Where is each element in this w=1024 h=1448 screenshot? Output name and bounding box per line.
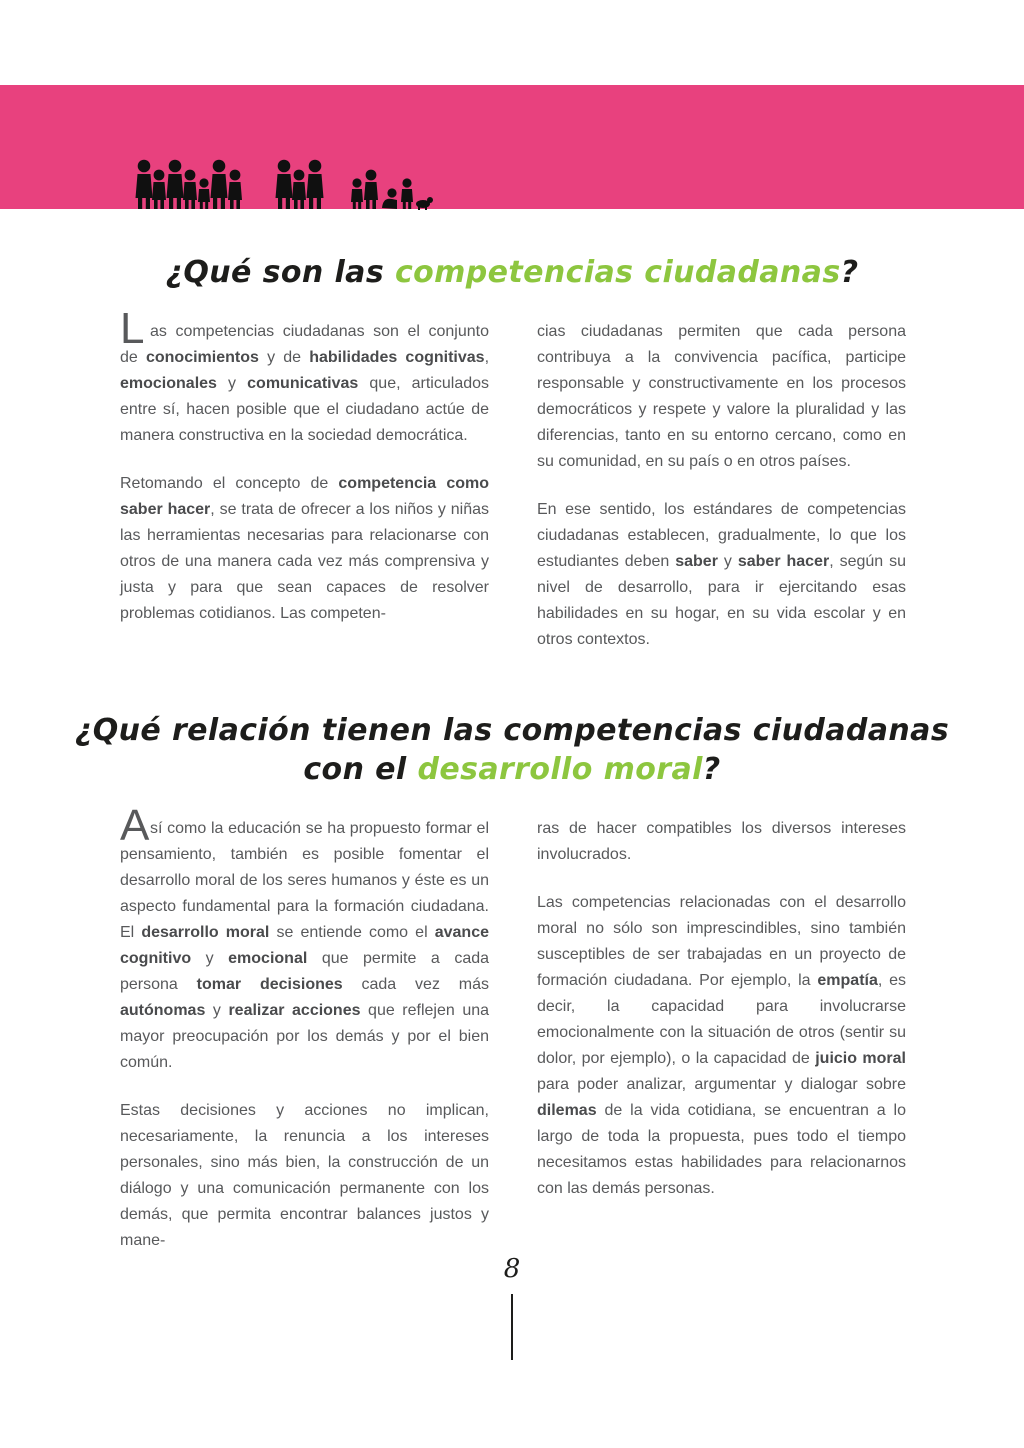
page-number: 8 xyxy=(503,1254,521,1284)
section2-title-line2-highlight: desarrollo moral xyxy=(417,752,703,788)
section1-title xyxy=(0,253,1024,293)
paragraph: En ese sentido, los estándares de competencias ciudadanas establecen, gradualmente, lo que los estudiantes deben saber y saber hacer, según su nivel de desarrollo, para ir ejercitando esas habilidades en su hogar, en su vida escolar y en otros contextos. xyxy=(537,500,907,648)
section2-title-line2 xyxy=(0,750,1024,790)
paragraph: Las competencias relacionadas con el desarrollo moral no sólo son imprescindibles, sino también susceptibles de ser trabajadas en un proyecto de formación ciudadana. Por ejemplo, la empatía, es decir, la capacidad para involucrarse emocionalmente con la situación de otros (sentir su dolor, por ejemplo), o la capacidad de juicio moral para poder analizar, argumentar y dialogar sobre dilemas de la vida cotidiana, se encuentran a lo largo de toda la propuesta, pues todo el tiempo necesitamos estas habilidades para relacionarnos con las demás personas. xyxy=(537,893,907,1197)
section2-title-line1: ¿Qué relación tienen las competencias ciudadanas xyxy=(74,712,950,748)
paragraph xyxy=(120,800,490,1076)
section2-left-column xyxy=(120,800,490,1276)
section1-left-column xyxy=(120,303,490,675)
paragraph: cias ciudadanas permiten que cada persona contribuya a la convivencia pacífica, participe responsable y constructivamente en los procesos democráticos y respete y valore la pluralidad y las diferencias, tanto en su entorno cercano, como en su comunidad, en su país o en otros países. xyxy=(537,322,906,470)
paragraph: Retomando el concepto de competencia como saber hacer, se trata de ofrecer a los niños y niñas las herramientas necesarias para relacionarse con otros de una manera cada vez más comprensiva y justa y para que sean capaces de resolver problemas cotidianos. Las competen- xyxy=(120,474,490,622)
section2-right-column xyxy=(537,816,906,1276)
section1-title-highlight: competencias ciudadanas xyxy=(394,255,841,290)
header-band xyxy=(0,85,1024,209)
paragraph: Estas decisiones y acciones no implican, necesariamente, la renuncia a los intereses personales, sino más bien, la construcción de un diálogo y una comunicación permanente con los demás, que permita encontrar balances justos y mane- xyxy=(120,1101,489,1249)
section2-title-line2-suffix: ? xyxy=(702,752,721,788)
section1-right-column xyxy=(537,319,906,675)
paragraph-text: sí como la educación se ha propuesto formar el pensamiento, también es posible fomentar el desarrollo moral de los seres humanos y éste es un aspecto fundamental para la formación ciudadana. El desarrollo moral se entiende como el avance cognitivo y emocional que permite a cada persona tomar decisiones cada vez más autónomas y realizar acciones que reflejen una mayor preocupación por los demás y por el bien común. xyxy=(120,819,490,1071)
footer-rule xyxy=(511,1294,513,1360)
paragraph-text: as competencias ciudadanas son el conjunto de conocimientos y de habilidades cognitivas, emocionales y comunicativas que, articulados entre sí, hacen posible que el ciudadano actúe de manera constructiva en la sociedad democrática. xyxy=(120,322,490,444)
paragraph: ras de hacer compatibles los diversos intereses involucrados. xyxy=(537,819,906,863)
section1-title-prefix: ¿Qué son las xyxy=(165,255,395,290)
page-content xyxy=(0,209,1024,1276)
section2-title-line2-prefix: con el xyxy=(303,752,418,788)
dropcap: L xyxy=(120,303,145,353)
page-footer xyxy=(0,1256,1024,1360)
paragraph xyxy=(120,303,490,449)
children-silhouettes-icon xyxy=(132,133,436,211)
section1-columns xyxy=(0,293,1024,675)
section2-columns xyxy=(0,790,1024,1276)
section2-title xyxy=(0,711,1024,790)
dropcap: A xyxy=(120,800,150,850)
section1-title-suffix: ? xyxy=(840,255,859,290)
